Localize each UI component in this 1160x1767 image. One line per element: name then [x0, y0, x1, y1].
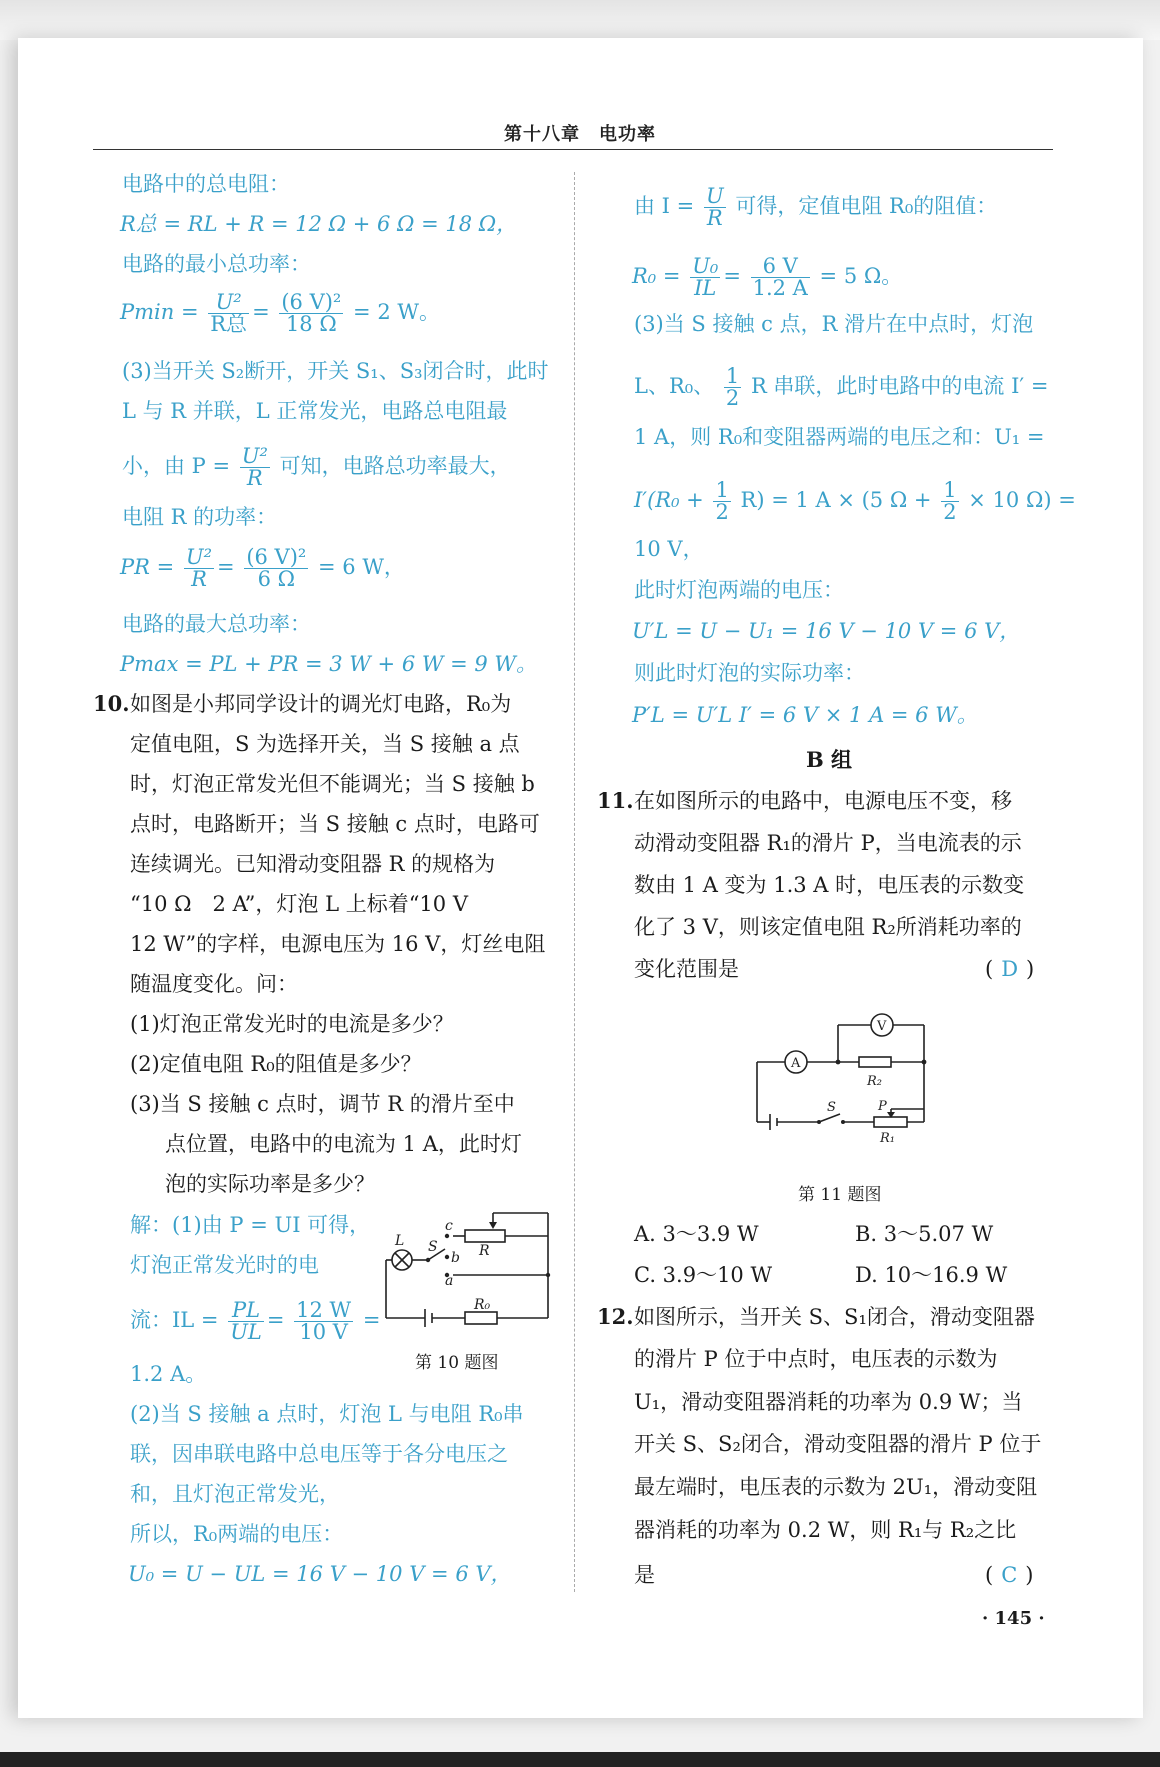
answer-bracket: ( D ) — [985, 957, 1035, 981]
sub-question: 泡的实际功率是多少？ — [165, 1172, 375, 1196]
group-heading: B 组 — [806, 747, 853, 772]
question-text: 是 — [634, 1563, 655, 1587]
solution-text: 解：(1)由 P = UI 可得， — [130, 1213, 371, 1237]
label-R: R — [479, 1243, 490, 1259]
question-text: 随温度变化。问： — [130, 972, 298, 996]
question-text: “10 Ω 2 A”，灯泡 L 上标着“10 V — [130, 892, 468, 916]
sol-text: 则此时灯泡的实际功率： — [634, 661, 865, 685]
sub-question: (3)当 S 接触 c 点时，调节 R 的滑片至中 — [130, 1092, 515, 1116]
question-text: 变化范围是 — [634, 957, 739, 981]
ammeter-label: A — [791, 1056, 801, 1071]
question-text: 最左端时，电压表的示数为 2U₁，滑动变阻 — [634, 1475, 1038, 1499]
solution-text: 灯泡正常发光时的电 — [130, 1253, 319, 1277]
question-text: 时，灯泡正常发光但不能调光；当 S 接触 b — [130, 772, 535, 796]
sol-formula: Pmax = PL + PR = 3 W + 6 W = 9 W。 — [120, 652, 538, 676]
label-L: L — [395, 1233, 405, 1249]
solution-formula: U₀ = U − UL = 16 V − 10 V = 6 V， — [128, 1562, 512, 1586]
label-P: P — [878, 1099, 887, 1114]
sol-text: L、R₀、 $\frac{1}{2}$ R 串联，此时电路中的电流 I′ = — [634, 364, 1049, 410]
top-shadow — [0, 0, 1160, 40]
sub-question: (1)灯泡正常发光时的电流是多少？ — [130, 1012, 454, 1036]
option-a: A. 3～3.9 W — [634, 1222, 759, 1246]
answer-bracket: ( C ) — [985, 1563, 1034, 1587]
label-S: S — [827, 1100, 836, 1115]
header-rule — [93, 149, 1053, 150]
question-text: 定值电阻，S 为选择开关，当 S 接触 a 点 — [130, 732, 520, 756]
sol-formula: PR = $\frac{\text{U²}}{R}$ = $\frac{\text{(6 V)²}}{6 \Omega}$ = 6 W， — [120, 545, 405, 591]
label-a: a — [445, 1273, 454, 1289]
solution-text: 和，且灯泡正常发光， — [130, 1482, 340, 1506]
label-R0: R₀ — [474, 1297, 491, 1313]
question-text: 器消耗的功率为 0.2 W，则 R₁与 R₂之比 — [634, 1518, 1017, 1542]
sol-formula: P′L = U′L I′ = 6 V × 1 A = 6 W。 — [632, 703, 978, 727]
label-b: b — [451, 1250, 460, 1266]
sol-formula: U′L = U − U₁ = 16 V − 10 V = 6 V， — [632, 619, 1021, 643]
sol-text: 电路的最大总功率： — [122, 612, 311, 636]
figure-caption: 第 11 题图 — [798, 1185, 882, 1205]
option-c: C. 3.9～10 W — [634, 1263, 773, 1287]
label-S: S — [428, 1239, 438, 1255]
sol-text: 小，由 P = $\frac{\text{U²}}{R}$ 可知，电路总功率最大， — [122, 444, 511, 490]
question-text: 开关 S、S₂闭合，滑动变阻器的滑片 P 位于 — [634, 1432, 1042, 1456]
sol-text: 10 V， — [634, 537, 704, 561]
answer-value: C — [1001, 1563, 1018, 1587]
page-number: · 145 · — [982, 1608, 1045, 1629]
question-text: 12 W”的字样，电源电压为 16 V，灯丝电阻 — [130, 932, 546, 956]
option-d: D. 10～16.9 W — [855, 1263, 1008, 1287]
solution-formula: 流：IL = $\frac{PL}{UL}$ = $\frac{12 W}{10 V}$ = — [130, 1298, 381, 1344]
column-divider — [574, 172, 575, 1592]
sol-formula: I′(R₀ + $\frac{1}{2}$ R) = 1 A × (5 Ω + $\frac{1}{2}$ × 10 Ω) = — [634, 478, 1076, 524]
question-text: 如图所示，当开关 S、S₁闭合，滑动变阻器 — [634, 1305, 1035, 1329]
solution-text: (2)当 S 接触 a 点时，灯泡 L 与电阻 R₀串 — [130, 1402, 524, 1426]
sol-text: 1 A，则 R₀和变阻器两端的电压之和：U₁ = — [634, 425, 1045, 449]
circuit-diagram-fig10 — [378, 1205, 558, 1330]
question-text: 连续调光。已知滑动变阻器 R 的规格为 — [130, 852, 496, 876]
solution-text: 所以，R₀两端的电压： — [130, 1522, 344, 1546]
answer-value: D — [1001, 957, 1019, 981]
sol-text: (3)当 S 接触 c 点，R 滑片在中点时，灯泡 — [634, 312, 1034, 336]
sol-formula: R总 = RL + R = 12 Ω + 6 Ω = 18 Ω， — [120, 212, 518, 236]
label-R1: R₁ — [880, 1131, 895, 1145]
question-text: 的滑片 P 位于中点时，电压表的示数为 — [634, 1347, 998, 1371]
sol-text: 电路中的总电阻： — [122, 172, 290, 196]
question-text: 在如图所示的电路中，电源电压不变，移 — [634, 789, 1012, 813]
question-text: 点时，电路断开；当 S 接触 c 点时，电路可 — [130, 812, 540, 836]
solution-text: 联，因串联电路中总电压等于各分电压之 — [130, 1442, 508, 1466]
question-number: 12. — [597, 1304, 634, 1329]
question-text: 化了 3 V，则该定值电阻 R₂所消耗功率的 — [634, 915, 1022, 939]
option-b: B. 3～5.07 W — [855, 1222, 994, 1246]
question-number: 11. — [597, 788, 634, 813]
sol-formula: R₀ = $\frac{\text{U₀}}{IL}$ = $\frac{6 V}{1.2 A}$ = 5 Ω。 — [632, 254, 903, 300]
question-text: U₁，滑动变阻器消耗的功率为 0.9 W；当 — [634, 1390, 1023, 1414]
sol-text: 电阻 R 的功率： — [122, 505, 278, 529]
label-c: c — [445, 1218, 453, 1234]
sub-question: 点位置，电路中的电流为 1 A，此时灯 — [165, 1132, 522, 1156]
question-text: 如图是小邦同学设计的调光灯电路，R₀为 — [130, 692, 512, 716]
sol-text: (3)当开关 S₂断开，开关 S₁、S₃闭合时，此时 — [122, 359, 549, 383]
sol-text: 由 I = $\frac{U}{R}$ 可得，定值电阻 R₀的阻值： — [634, 184, 998, 230]
chapter-header: 第十八章 电功率 — [504, 124, 656, 145]
sol-text: 此时灯泡两端的电压： — [634, 578, 844, 602]
question-number: 10. — [93, 691, 130, 716]
question-text: 数由 1 A 变为 1.3 A 时，电压表的示数变 — [634, 873, 1025, 897]
voltmeter-label: V — [877, 1019, 887, 1034]
bottom-bar — [0, 1752, 1160, 1767]
sol-text: 电路的最小总功率： — [122, 252, 311, 276]
circuit-diagram-fig11 — [752, 1010, 932, 1145]
sol-text: L 与 R 并联，L 正常发光，电路总电阻最 — [122, 399, 508, 423]
sol-formula: Pmin = $\frac{\text{U²}}{\text{R总}}$ = $\frac{\text{(6 V)²}}{18 \Omega}$ = 2 W。 — [120, 290, 440, 336]
label-R2: R₂ — [867, 1074, 882, 1089]
solution-text: 1.2 A。 — [130, 1362, 207, 1386]
sub-question: (2)定值电阻 R₀的阻值是多少？ — [130, 1052, 422, 1076]
question-text: 动滑动变阻器 R₁的滑片 P，当电流表的示 — [634, 831, 1022, 855]
figure-caption: 第 10 题图 — [415, 1353, 499, 1373]
